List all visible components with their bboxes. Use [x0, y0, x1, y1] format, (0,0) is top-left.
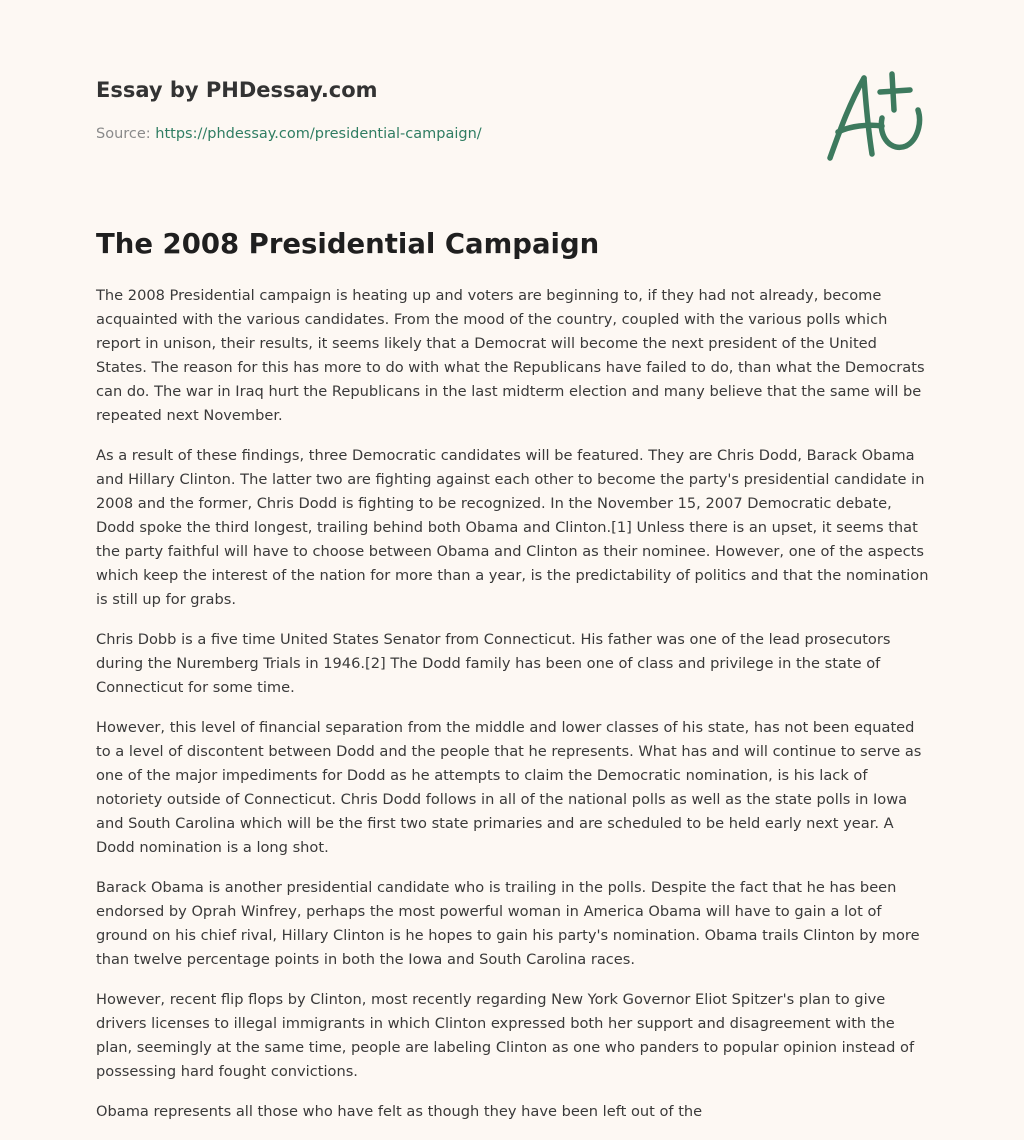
page-header — [96, 76, 796, 144]
paragraph: However, this level of financial separation from the middle and lower classes of his state, has not been equated to a level of discontent between Dodd and the people that he represents. What has and will continue to serve as one of the major impediments for Dodd as he attempts to claim the Democratic nomination, is his lack of notoriety outside of Connecticut. Chris Dodd follows in all of the national polls as well as the state polls in Iowa and South Carolina which will be the first two state primaries and are scheduled to be held early next year. A Dodd nomination is a long shot. — [96, 719, 922, 856]
source-link[interactable]: https://phdessay.com/presidential-campaign/ — [155, 126, 482, 142]
paragraph: Chris Dobb is a five time United States Senator from Connecticut. His father was one of the lead prosecutors during the Nuremberg Trials in 1946.[2] The Dodd family has been one of class and privilege in the state of Connecticut for some time. — [96, 631, 891, 696]
source-label: Source: — [96, 126, 156, 142]
paragraph: Obama represents all those who have felt as though they have been left out of the — [96, 1103, 703, 1120]
source-line — [96, 124, 796, 144]
essay-body — [96, 284, 932, 1140]
essay-title: The 2008 Presidential Campaign — [96, 228, 600, 260]
paragraph: As a result of these findings, three Democratic candidates will be featured. They are Chris Dodd, Barack Obama and Hillary Clinton. The latter two are fighting against each other to become the party's presidential candidate in 2008 and the former, Chris Dodd is fighting to be recognized. In the November 15, 2007 Democratic debate, Dodd spoke the third longest, trailing behind both Obama and Clinton.[1] Unless there is an upset, it seems that the party faithful will have to choose between Obama and Clinton as their nominee. However, one of the aspects which keep the interest of the nation for more than a year, is the predictability of politics and that the nomination is still up for grabs. — [96, 447, 929, 608]
paragraph: The 2008 Presidential campaign is heating up and voters are beginning to, if they had not already, become acquainted with the various candidates. From the mood of the country, coupled with the various polls which report in unison, their results, it seems likely that a Democrat will become the next president of the United States. The reason for this has more to do with what the Republicans have failed to do, than what the Democrats can do. The war in Iraq hurt the Republicans in the last midterm election and many believe that the same will be repeated next November. — [96, 287, 925, 424]
site-title: Essay by PHDessay.com — [96, 78, 378, 102]
a-plus-logo-icon — [820, 66, 930, 166]
paragraph: However, recent flip flops by Clinton, most recently regarding New York Governor Eliot Spitzer's plan to give drivers licenses to illegal immigrants in which Clinton expressed both her support and disagreement with the plan, seemingly at the same time, people are labeling Clinton as one who panders to popular opinion instead of possessing hard fought convictions. — [96, 991, 915, 1080]
paragraph: Barack Obama is another presidential candidate who is trailing in the polls. Despite the fact that he has been endorsed by Oprah Winfrey, perhaps the most powerful woman in America Obama will have to gain a lot of ground on his chief rival, Hillary Clinton is he hopes to gain his party's nomination. Obama trails Clinton by more than twelve percentage points in both the Iowa and South Carolina races. — [96, 879, 920, 968]
